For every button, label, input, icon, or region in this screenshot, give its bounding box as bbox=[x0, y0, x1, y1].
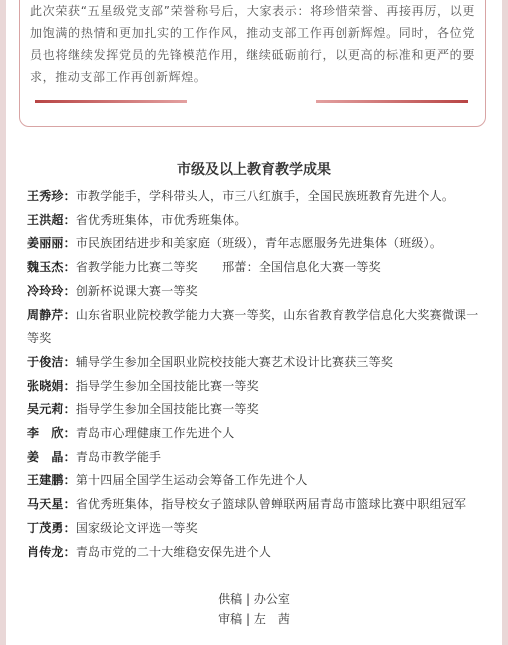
person-name: 吴元莉： bbox=[27, 402, 76, 417]
person-name: 王建鹏： bbox=[27, 473, 76, 488]
list-item bbox=[27, 446, 487, 470]
person-name: 张晓娟： bbox=[27, 378, 76, 393]
decorative-line-right bbox=[316, 100, 468, 103]
list-item bbox=[27, 517, 487, 541]
list-item bbox=[27, 232, 487, 256]
section-title: 市级及以上教育教学成果 bbox=[177, 162, 331, 178]
list-item bbox=[27, 256, 487, 280]
achievement-text: 青岛市党的二十大维稳安保先进个人 bbox=[75, 544, 272, 559]
achievement-text: 青岛市心理健康工作先进个人 bbox=[75, 426, 235, 441]
achievement-text: 省教学能力比赛二等奖 邢蕾：全国信息化大赛一等奖 bbox=[75, 260, 381, 275]
person-name: 肖传龙： bbox=[27, 544, 76, 559]
person-name: 魏玉杰： bbox=[27, 260, 76, 275]
achievement-text: 市教学能手，学科带头人，市三八红旗手，全国民族班教育先进个人。 bbox=[75, 189, 455, 203]
person-name: 丁茂勇： bbox=[27, 520, 76, 535]
achievement-text: 青岛市教学能手 bbox=[75, 449, 162, 464]
achievement-text: 省优秀班集体，指导校女子篮球队曾蝉联两届青岛市篮球比赛中职组冠军 bbox=[75, 497, 467, 512]
achievement-text: 市民族团结进步和美家庭（班级），青年志愿服务先进集体（班级）。 bbox=[75, 236, 443, 251]
list-item bbox=[27, 493, 487, 517]
list-item bbox=[27, 541, 487, 565]
achievement-text: 第十四届全国学生运动会筹备工作先进个人 bbox=[75, 473, 308, 488]
person-name: 王洪超： bbox=[27, 212, 76, 227]
list-item bbox=[27, 398, 487, 422]
person-name: 马天星： bbox=[27, 497, 76, 512]
person-name: 冷玲玲： bbox=[27, 283, 76, 298]
achievement-text: 山东省职业院校教学能力大赛一等奖，山东省教育教学信息化大奖赛微课一等奖 bbox=[27, 307, 479, 346]
person-name: 李 欣： bbox=[27, 426, 76, 441]
person-name: 王秀珍： bbox=[27, 189, 76, 203]
person-name: 周静芹： bbox=[27, 307, 76, 322]
intro-paragraph: 此次荣获“五星级党支部”荣誉称号后，大家表示：将珍惜荣誉、再接再厉，以更加饱满的热情和更加扎实的工作作风，推动支部工作再创新辉煌。同时，各位党员也将继续发挥党员的先锋模范作用，继续砥砺前行，以更高的标准和更严的要求，推动支部工作再创新辉煌。 bbox=[30, 4, 475, 84]
achievement-text: 创新杯说课大赛一等奖 bbox=[75, 283, 198, 298]
achievement-list bbox=[27, 185, 487, 564]
achievement-text: 辅导学生参加全国职业院校技能大赛艺术设计比赛获三等奖 bbox=[75, 354, 394, 369]
list-item bbox=[27, 422, 487, 446]
achievement-text: 指导学生参加全国技能比赛一等奖 bbox=[75, 378, 259, 393]
footer-contributor: 供稿 | 办公室 bbox=[218, 592, 290, 606]
list-item bbox=[27, 375, 487, 399]
list-item bbox=[27, 185, 487, 209]
achievement-text: 指导学生参加全国技能比赛一等奖 bbox=[75, 402, 259, 417]
list-item bbox=[27, 351, 487, 375]
list-item bbox=[27, 304, 487, 351]
list-item bbox=[27, 280, 487, 304]
person-name: 于俊洁： bbox=[27, 354, 76, 369]
achievement-text: 国家级论文评选一等奖 bbox=[75, 520, 198, 535]
list-item bbox=[27, 209, 487, 233]
footer-reviewer: 审稿 | 左 茜 bbox=[218, 612, 290, 626]
achievement-text: 省优秀班集体，市优秀班集体。 bbox=[75, 212, 247, 227]
decorative-line-left bbox=[35, 100, 187, 103]
list-item bbox=[27, 469, 487, 493]
person-name: 姜丽丽： bbox=[27, 236, 76, 251]
person-name: 姜 晶： bbox=[27, 449, 76, 464]
